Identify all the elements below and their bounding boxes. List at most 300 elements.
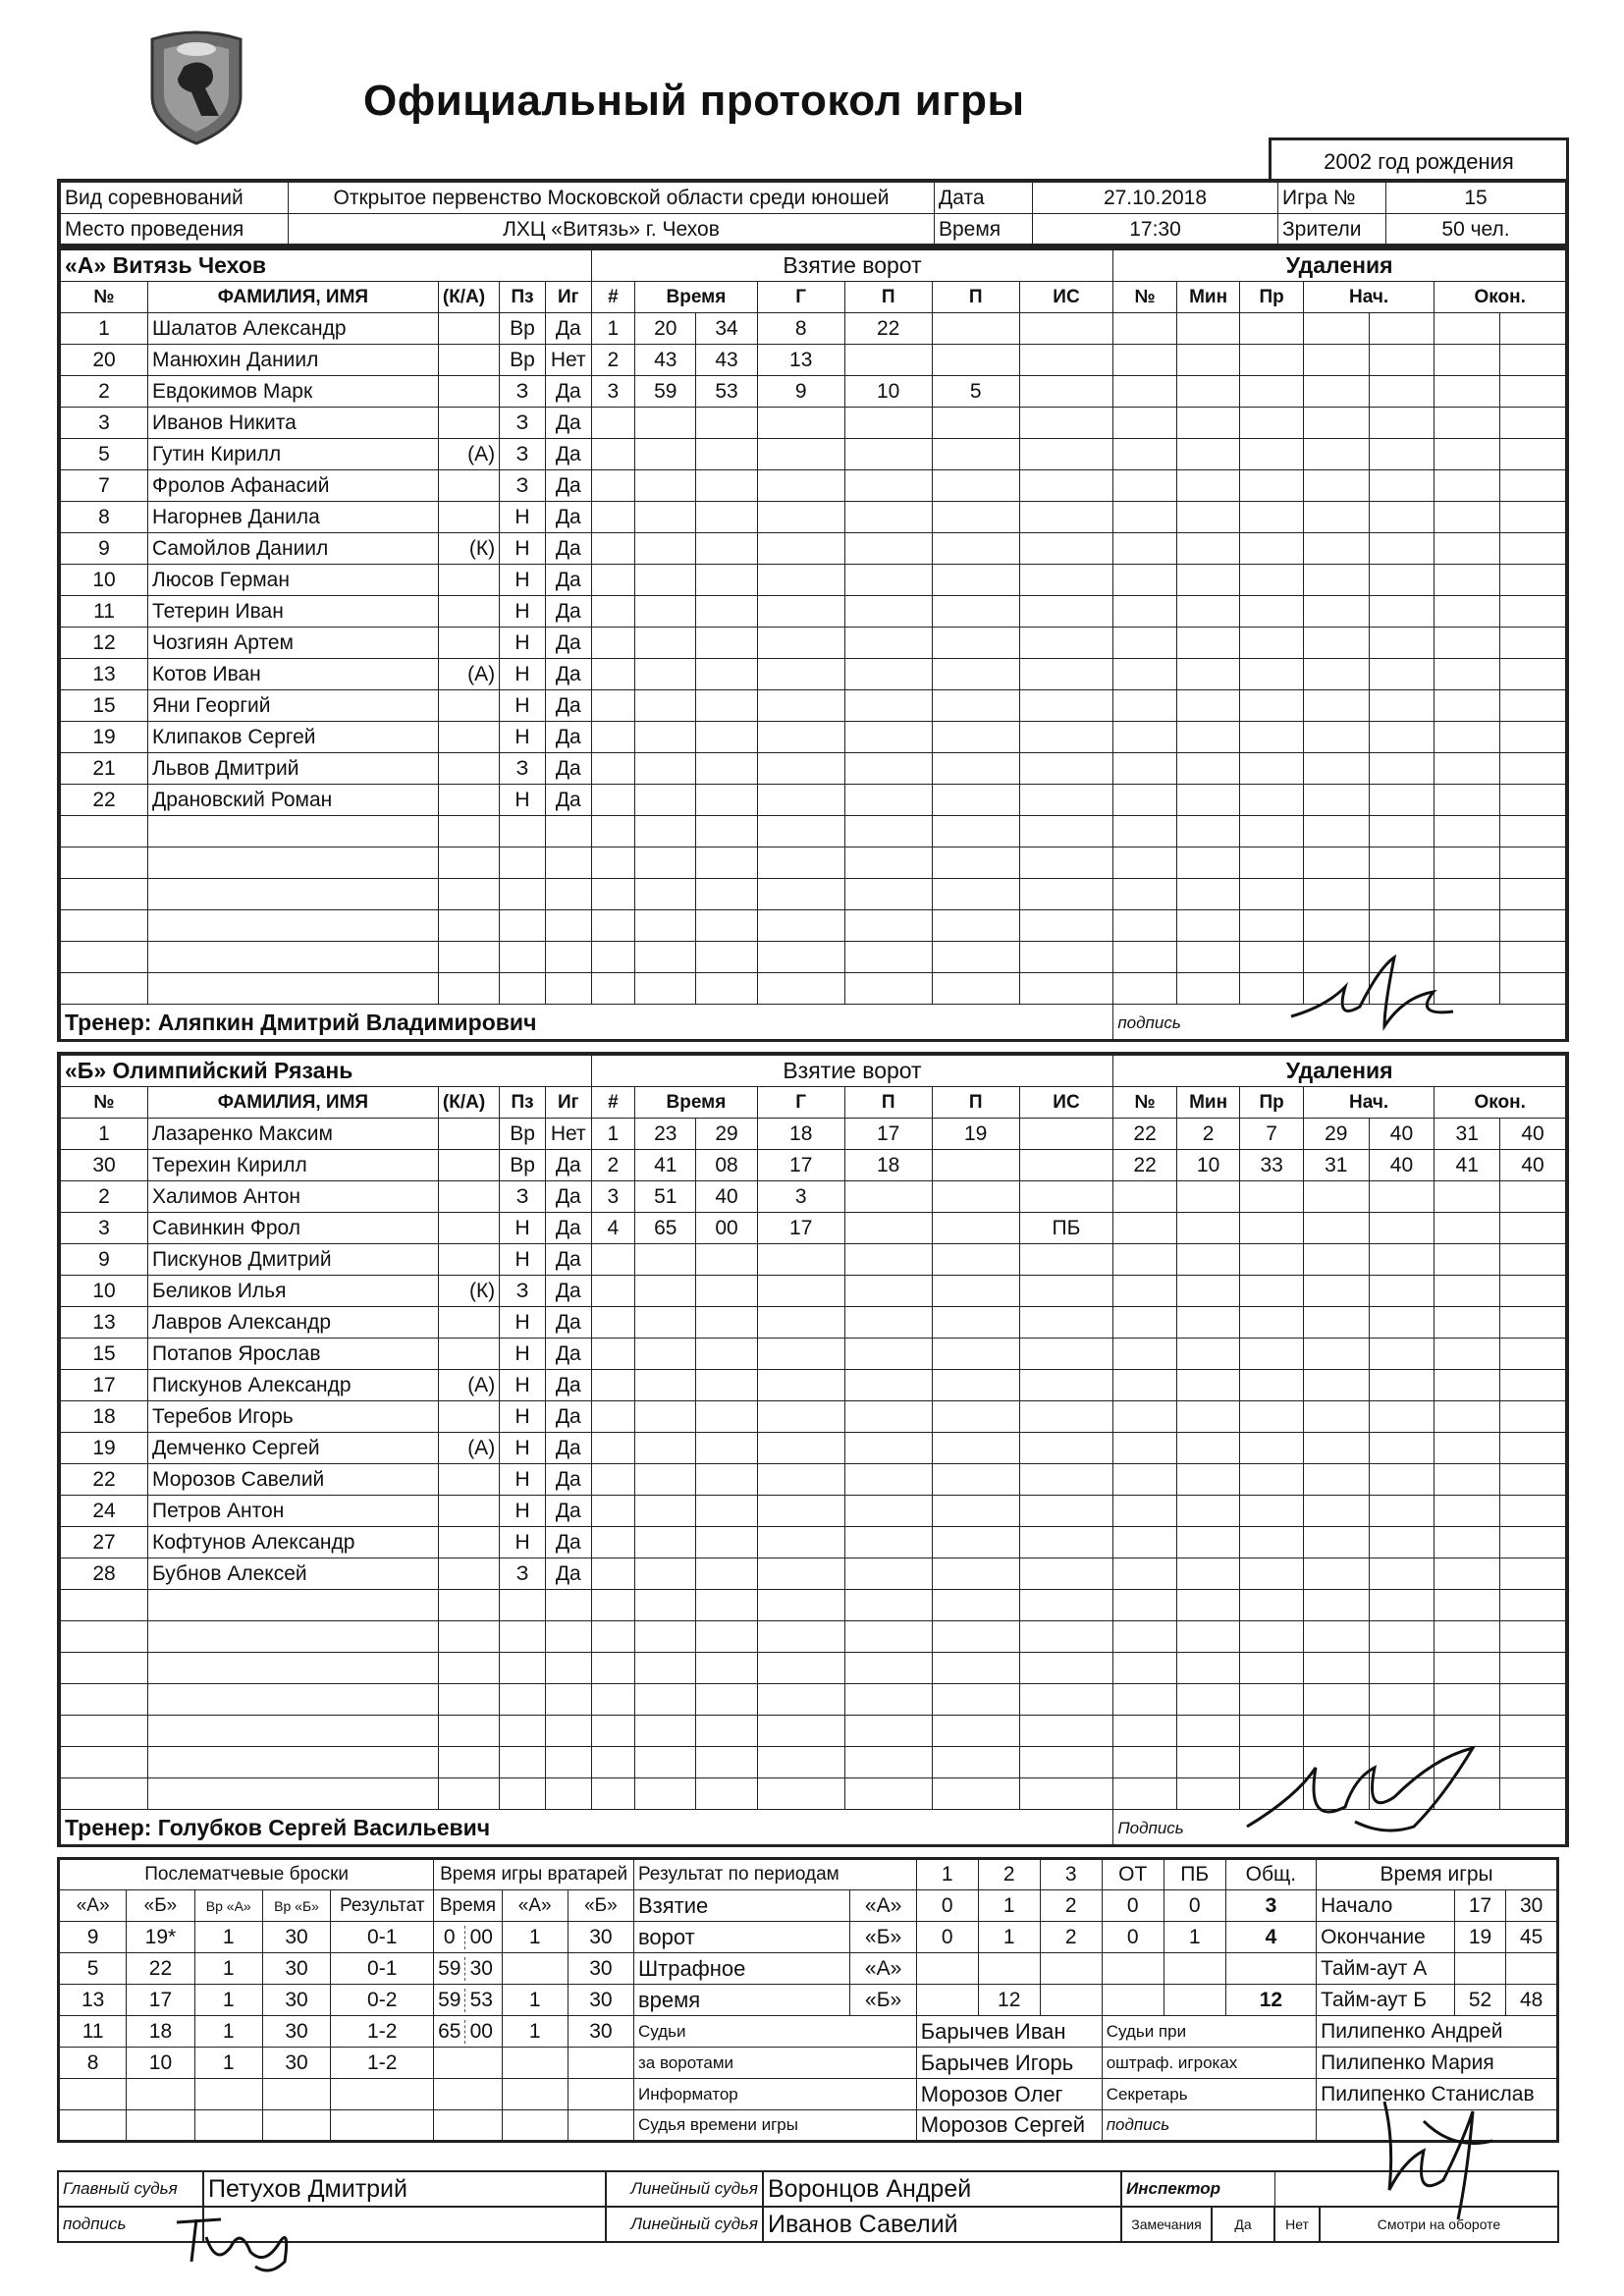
- official-label: Секретарь: [1102, 2079, 1316, 2110]
- penalty-player: [1113, 847, 1177, 879]
- penalty-player: [1113, 408, 1177, 439]
- shootout-cell: 30: [262, 2048, 330, 2079]
- penalty-minutes: [1176, 533, 1240, 565]
- player-played: Да: [545, 785, 591, 816]
- goal-minute: [635, 1433, 696, 1464]
- goal-assist-2: [932, 659, 1019, 690]
- player-played: Да: [545, 690, 591, 722]
- penalty-end-sec: [1500, 565, 1566, 596]
- goal-number: 1: [591, 313, 634, 345]
- penalty-player: [1113, 816, 1177, 847]
- goal-second: [696, 1716, 757, 1747]
- player-name: [147, 942, 438, 973]
- goal-number: [591, 942, 634, 973]
- penalty-end-sec: [1500, 502, 1566, 533]
- goal-second: [696, 1464, 757, 1496]
- penalty-minutes: [1176, 1213, 1240, 1244]
- goal-assist-1: [844, 942, 932, 973]
- player-position: З: [500, 376, 546, 408]
- team-a-signature: [1286, 948, 1463, 1041]
- shootout-cell: 30: [262, 1922, 330, 1953]
- goal-number: [591, 785, 634, 816]
- player-role: [438, 910, 499, 942]
- col-pen-end: Окон.: [1435, 282, 1566, 313]
- goal-assist-2: [932, 1496, 1019, 1527]
- empty-cell: [194, 2110, 262, 2142]
- penalty-player: [1113, 596, 1177, 628]
- goal-second: [696, 659, 757, 690]
- goals-label-2: ворот: [633, 1922, 850, 1953]
- goal-scorer: 17: [757, 1213, 844, 1244]
- shootout-cell: 5: [59, 1953, 127, 1985]
- penalty-start-sec: [1369, 313, 1435, 345]
- penalty-end-min: [1435, 470, 1500, 502]
- goal-scorer: [757, 408, 844, 439]
- player-row: [61, 785, 1566, 816]
- goal-assist-2: [932, 847, 1019, 879]
- player-played: Да: [545, 565, 591, 596]
- goal-assist-2: [932, 439, 1019, 470]
- penalty-end-min: [1435, 1653, 1500, 1684]
- goalie-head-2: «Б»: [568, 1890, 633, 1922]
- empty-cell: [59, 2110, 127, 2142]
- player-played: [545, 1716, 591, 1747]
- penalty-player: [1113, 1684, 1177, 1716]
- penalty-reason: [1240, 690, 1304, 722]
- goal-minute: [635, 1747, 696, 1778]
- player-position: [500, 1684, 546, 1716]
- player-role: [438, 1464, 499, 1496]
- timeout-a-label: Тайм-аут А: [1317, 1953, 1455, 1985]
- goal-situation: [1019, 1684, 1113, 1716]
- goal-minute: [635, 1653, 696, 1684]
- penalty-start-min: [1303, 376, 1369, 408]
- player-row: [61, 879, 1566, 910]
- col-pen-pr: Пр: [1240, 1087, 1304, 1119]
- penalty-start-min: [1303, 439, 1369, 470]
- penalty-end-min: [1435, 408, 1500, 439]
- penalty-end-min: [1435, 1464, 1500, 1496]
- player-played: Да: [545, 628, 591, 659]
- goal-number: [591, 973, 634, 1005]
- player-name: [147, 1621, 438, 1653]
- player-played: Да: [545, 1244, 591, 1276]
- penalty-start-min: [1303, 533, 1369, 565]
- player-name: Нагорнев Данила: [147, 502, 438, 533]
- player-position: [500, 1747, 546, 1778]
- penalty-reason: [1240, 1558, 1304, 1590]
- goal-second: [696, 816, 757, 847]
- penalty-start-min: [1303, 1307, 1369, 1339]
- player-position: Вр: [500, 345, 546, 376]
- team-b-signature: [1237, 1738, 1492, 1861]
- goal-number: [591, 1558, 634, 1590]
- goal-minute: 41: [635, 1150, 696, 1181]
- player-position: [500, 942, 546, 973]
- goal-situation: [1019, 722, 1113, 753]
- player-role: [438, 502, 499, 533]
- penalty-end-sec: [1500, 1181, 1566, 1213]
- penalty-reason: [1240, 659, 1304, 690]
- penalty-start-min: [1303, 1276, 1369, 1307]
- goal-second: 43: [696, 345, 757, 376]
- penalty-reason: [1240, 1244, 1304, 1276]
- penalty-start-sec: [1369, 1181, 1435, 1213]
- goal-second: [696, 628, 757, 659]
- penalty-start-sec: 40: [1369, 1119, 1435, 1150]
- player-role: [438, 1558, 499, 1590]
- official-name: Барычев Иван: [916, 2016, 1102, 2048]
- pim-b-4: [1164, 1985, 1225, 2016]
- penalty-reason: [1240, 1433, 1304, 1464]
- goalie-sec: 00: [469, 1925, 493, 1948]
- goal-second: [696, 502, 757, 533]
- penalty-end-min: [1435, 502, 1500, 533]
- penalty-player: [1113, 1590, 1177, 1621]
- player-name: Халимов Антон: [147, 1181, 438, 1213]
- penalty-start-min: [1303, 659, 1369, 690]
- period-col-4: ПБ: [1164, 1859, 1225, 1890]
- penalty-start-sec: [1369, 690, 1435, 722]
- summary-block: [57, 1857, 1559, 2163]
- goalie-b: 30: [568, 1953, 633, 1985]
- goal-second: [696, 1433, 757, 1464]
- player-number: 20: [61, 345, 148, 376]
- player-row: [61, 408, 1566, 439]
- inspector-label: Инспектор: [1121, 2171, 1274, 2207]
- goal-number: [591, 439, 634, 470]
- penalty-player: [1113, 1307, 1177, 1339]
- empty-cell: [502, 2110, 568, 2142]
- pim-team-b: «Б»: [850, 1985, 916, 2016]
- goal-minute: [635, 1684, 696, 1716]
- team-a-table: [60, 249, 1566, 1042]
- player-role: (А): [438, 1370, 499, 1401]
- goal-minute: 23: [635, 1119, 696, 1150]
- player-row: [61, 722, 1566, 753]
- goalie-a: [502, 1953, 568, 1985]
- goal-scorer: [757, 1621, 844, 1653]
- penalty-start-min: [1303, 628, 1369, 659]
- penalty-start-sec: [1369, 1213, 1435, 1244]
- goal-second: 34: [696, 313, 757, 345]
- player-role: [438, 816, 499, 847]
- penalty-start-sec: [1369, 1370, 1435, 1401]
- official-label: Судьи: [633, 2016, 916, 2048]
- pim-label-2: время: [633, 1985, 850, 2016]
- goal-minute: [635, 1778, 696, 1810]
- goal-assist-2: [932, 1433, 1019, 1464]
- goal-assist-2: [932, 1339, 1019, 1370]
- penalty-minutes: [1176, 596, 1240, 628]
- goal-assist-1: [844, 785, 932, 816]
- penalty-end-sec: [1500, 1339, 1566, 1370]
- goal-assist-1: 22: [844, 313, 932, 345]
- penalty-end-sec: [1500, 1558, 1566, 1590]
- player-position: Н: [500, 1339, 546, 1370]
- goal-minute: [635, 596, 696, 628]
- col-goal-scorer: Г: [757, 1087, 844, 1119]
- player-played: [545, 1684, 591, 1716]
- penalty-start-min: [1303, 847, 1369, 879]
- penalty-start-min: [1303, 1464, 1369, 1496]
- player-position: Н: [500, 1401, 546, 1433]
- player-number: 22: [61, 1464, 148, 1496]
- penalty-player: [1113, 690, 1177, 722]
- goal-assist-2: [932, 1244, 1019, 1276]
- goal-minute: [635, 408, 696, 439]
- goal-assist-2: [932, 1401, 1019, 1433]
- col-name: ФАМИЛИЯ, ИМЯ: [147, 1087, 438, 1119]
- goal-minute: [635, 628, 696, 659]
- official-label: за воротами: [633, 2048, 916, 2079]
- player-played: [545, 910, 591, 942]
- official-name: Барычев Игорь: [916, 2048, 1102, 2079]
- coach-sign-label: Подпись: [1113, 1810, 1566, 1847]
- penalty-start-min: [1303, 1181, 1369, 1213]
- goal-number: [591, 408, 634, 439]
- player-row: [61, 1339, 1566, 1370]
- penalty-player: [1113, 1464, 1177, 1496]
- goal-assist-1: [844, 1747, 932, 1778]
- penalty-minutes: [1176, 1464, 1240, 1496]
- goalie-time: [434, 1985, 502, 2016]
- goal-second: [696, 1747, 757, 1778]
- pim-a-5: [1225, 1953, 1316, 1985]
- goals-team-a: «А»: [850, 1890, 916, 1922]
- goals-b-3: 0: [1102, 1922, 1164, 1953]
- shootout-cell: 19*: [127, 1922, 194, 1953]
- penalty-minutes: [1176, 1370, 1240, 1401]
- player-row: [61, 596, 1566, 628]
- goal-number: [591, 1527, 634, 1558]
- player-name: Гутин Кирилл: [147, 439, 438, 470]
- coach-name: Тренер: Аляпкин Дмитрий Владимирович: [61, 1005, 1113, 1042]
- player-row: [61, 1464, 1566, 1496]
- goal-scorer: [757, 1747, 844, 1778]
- penalty-start-min: 29: [1303, 1119, 1369, 1150]
- official-name: Морозов Олег: [916, 2079, 1102, 2110]
- player-name: Савинкин Фрол: [147, 1213, 438, 1244]
- player-row: [61, 1527, 1566, 1558]
- penalty-start-sec: [1369, 408, 1435, 439]
- goal-number: [591, 910, 634, 942]
- goal-minute: [635, 1621, 696, 1653]
- player-role: [438, 879, 499, 910]
- goal-scorer: [757, 470, 844, 502]
- player-played: [545, 1590, 591, 1621]
- goal-second: 53: [696, 376, 757, 408]
- penalty-reason: [1240, 470, 1304, 502]
- player-row: [61, 313, 1566, 345]
- player-role: [438, 1150, 499, 1181]
- goal-situation: [1019, 1558, 1113, 1590]
- penalty-end-min: [1435, 1433, 1500, 1464]
- player-position: Н: [500, 1433, 546, 1464]
- goal-situation: [1019, 596, 1113, 628]
- player-role: [438, 628, 499, 659]
- penalty-player: [1113, 470, 1177, 502]
- goalie-cell: [502, 2079, 568, 2110]
- player-name: Драновский Роман: [147, 785, 438, 816]
- timeout-a-min: [1454, 1953, 1506, 1985]
- player-position: З: [500, 1558, 546, 1590]
- player-position: [500, 816, 546, 847]
- goal-scorer: [757, 439, 844, 470]
- penalty-end-min: [1435, 533, 1500, 565]
- penalty-start-min: [1303, 408, 1369, 439]
- goal-number: [591, 1339, 634, 1370]
- player-number: 13: [61, 659, 148, 690]
- player-role: [438, 565, 499, 596]
- linesman-label-1: Линейный судья: [606, 2171, 763, 2207]
- goal-second: [696, 1778, 757, 1810]
- goal-assist-1: [844, 565, 932, 596]
- goal-assist-2: [932, 628, 1019, 659]
- penalty-player: [1113, 565, 1177, 596]
- goal-assist-2: [932, 1558, 1019, 1590]
- col-ig: Иг: [545, 282, 591, 313]
- col-goal-scorer: Г: [757, 282, 844, 313]
- goal-assist-1: [844, 1339, 932, 1370]
- goal-second: 00: [696, 1213, 757, 1244]
- goal-scorer: [757, 1496, 844, 1527]
- penalty-minutes: [1176, 1244, 1240, 1276]
- penalty-reason: [1240, 439, 1304, 470]
- penalty-start-sec: [1369, 376, 1435, 408]
- player-row: [61, 1653, 1566, 1684]
- shootout-cell: 1-2: [331, 2016, 434, 2048]
- col-pen-start: Нач.: [1303, 282, 1434, 313]
- player-role: [438, 1339, 499, 1370]
- goal-situation: [1019, 628, 1113, 659]
- player-role: [438, 1496, 499, 1527]
- shootout-cell: 1: [194, 2016, 262, 2048]
- goalie-min: 0: [434, 1926, 465, 1949]
- shootout-cell: 30: [262, 1953, 330, 1985]
- player-position: Н: [500, 1370, 546, 1401]
- pim-a-0: [916, 1953, 978, 1985]
- goal-assist-1: [844, 1590, 932, 1621]
- player-name: [147, 1716, 438, 1747]
- penalty-start-min: [1303, 1684, 1369, 1716]
- penalty-end-sec: [1500, 1496, 1566, 1527]
- goal-minute: 65: [635, 1213, 696, 1244]
- player-number: 3: [61, 408, 148, 439]
- penalty-end-min: [1435, 1307, 1500, 1339]
- penalty-start-sec: [1369, 1527, 1435, 1558]
- goal-minute: [635, 1339, 696, 1370]
- shootout-cell: 1: [194, 2048, 262, 2079]
- player-row: [61, 1590, 1566, 1621]
- penalty-start-sec: [1369, 1244, 1435, 1276]
- goal-assist-2: [932, 973, 1019, 1005]
- penalty-minutes: [1176, 1747, 1240, 1778]
- col-pen-no: №: [1113, 1087, 1177, 1119]
- player-played: Да: [545, 439, 591, 470]
- player-name: Морозов Савелий: [147, 1464, 438, 1496]
- penalty-minutes: [1176, 1684, 1240, 1716]
- player-played: [545, 1778, 591, 1810]
- goal-situation: [1019, 847, 1113, 879]
- pim-a-3: [1102, 1953, 1164, 1985]
- penalty-player: [1113, 1244, 1177, 1276]
- goal-number: [591, 1433, 634, 1464]
- goal-number: [591, 502, 634, 533]
- goal-assist-2: [932, 502, 1019, 533]
- shootout-cell: 0-1: [331, 1922, 434, 1953]
- date-value: 27.10.2018: [1033, 183, 1278, 214]
- penalty-player: [1113, 942, 1177, 973]
- goalie-cell: [434, 2048, 502, 2079]
- timeout-b-label: Тайм-аут Б: [1317, 1985, 1455, 2016]
- player-number: [61, 1590, 148, 1621]
- goal-situation: [1019, 879, 1113, 910]
- goal-assist-2: [932, 408, 1019, 439]
- goal-second: [696, 942, 757, 973]
- penalty-end-min: [1435, 1496, 1500, 1527]
- shootout-cell: 8: [59, 2048, 127, 2079]
- player-name: Шалатов Александр: [147, 313, 438, 345]
- player-role: (К): [438, 1276, 499, 1307]
- player-name: Теребов Игорь: [147, 1401, 438, 1433]
- penalty-reason: [1240, 1370, 1304, 1401]
- penalty-player: [1113, 1181, 1177, 1213]
- goal-minute: [635, 502, 696, 533]
- goalie-a: 1: [502, 2016, 568, 2048]
- goal-minute: 20: [635, 313, 696, 345]
- player-row: [61, 376, 1566, 408]
- penalty-start-min: [1303, 1590, 1369, 1621]
- penalty-player: [1113, 1496, 1177, 1527]
- player-name: Львов Дмитрий: [147, 753, 438, 785]
- empty-cell: [568, 2110, 633, 2142]
- penalty-minutes: [1176, 910, 1240, 942]
- penalty-start-min: [1303, 470, 1369, 502]
- empty-cell: [434, 2110, 502, 2142]
- goal-second: [696, 565, 757, 596]
- birth-year-box: [1269, 137, 1569, 183]
- penalty-end-min: [1435, 659, 1500, 690]
- col-pen-pr: Пр: [1240, 282, 1304, 313]
- goal-assist-2: [932, 1527, 1019, 1558]
- penalty-reason: [1240, 408, 1304, 439]
- player-position: Н: [500, 659, 546, 690]
- player-role: [438, 470, 499, 502]
- player-name: [147, 1747, 438, 1778]
- penalty-reason: [1240, 313, 1304, 345]
- goal-second: [696, 439, 757, 470]
- penalty-reason: [1240, 628, 1304, 659]
- player-number: [61, 1653, 148, 1684]
- goal-assist-1: [844, 345, 932, 376]
- penalty-start-min: [1303, 565, 1369, 596]
- penalties-title: Удаления: [1113, 250, 1566, 282]
- player-position: Н: [500, 722, 546, 753]
- place-label: Место проведения: [61, 214, 289, 246]
- goal-minute: [635, 659, 696, 690]
- goal-number: 3: [591, 376, 634, 408]
- penalty-reason: [1240, 785, 1304, 816]
- player-row: [61, 1276, 1566, 1307]
- penalty-end-min: [1435, 879, 1500, 910]
- player-name: Котов Иван: [147, 659, 438, 690]
- shootout-cell: 30: [262, 1985, 330, 2016]
- goal-assist-1: 17: [844, 1119, 932, 1150]
- penalty-reason: [1240, 1590, 1304, 1621]
- player-position: Н: [500, 565, 546, 596]
- penalty-player: [1113, 1621, 1177, 1653]
